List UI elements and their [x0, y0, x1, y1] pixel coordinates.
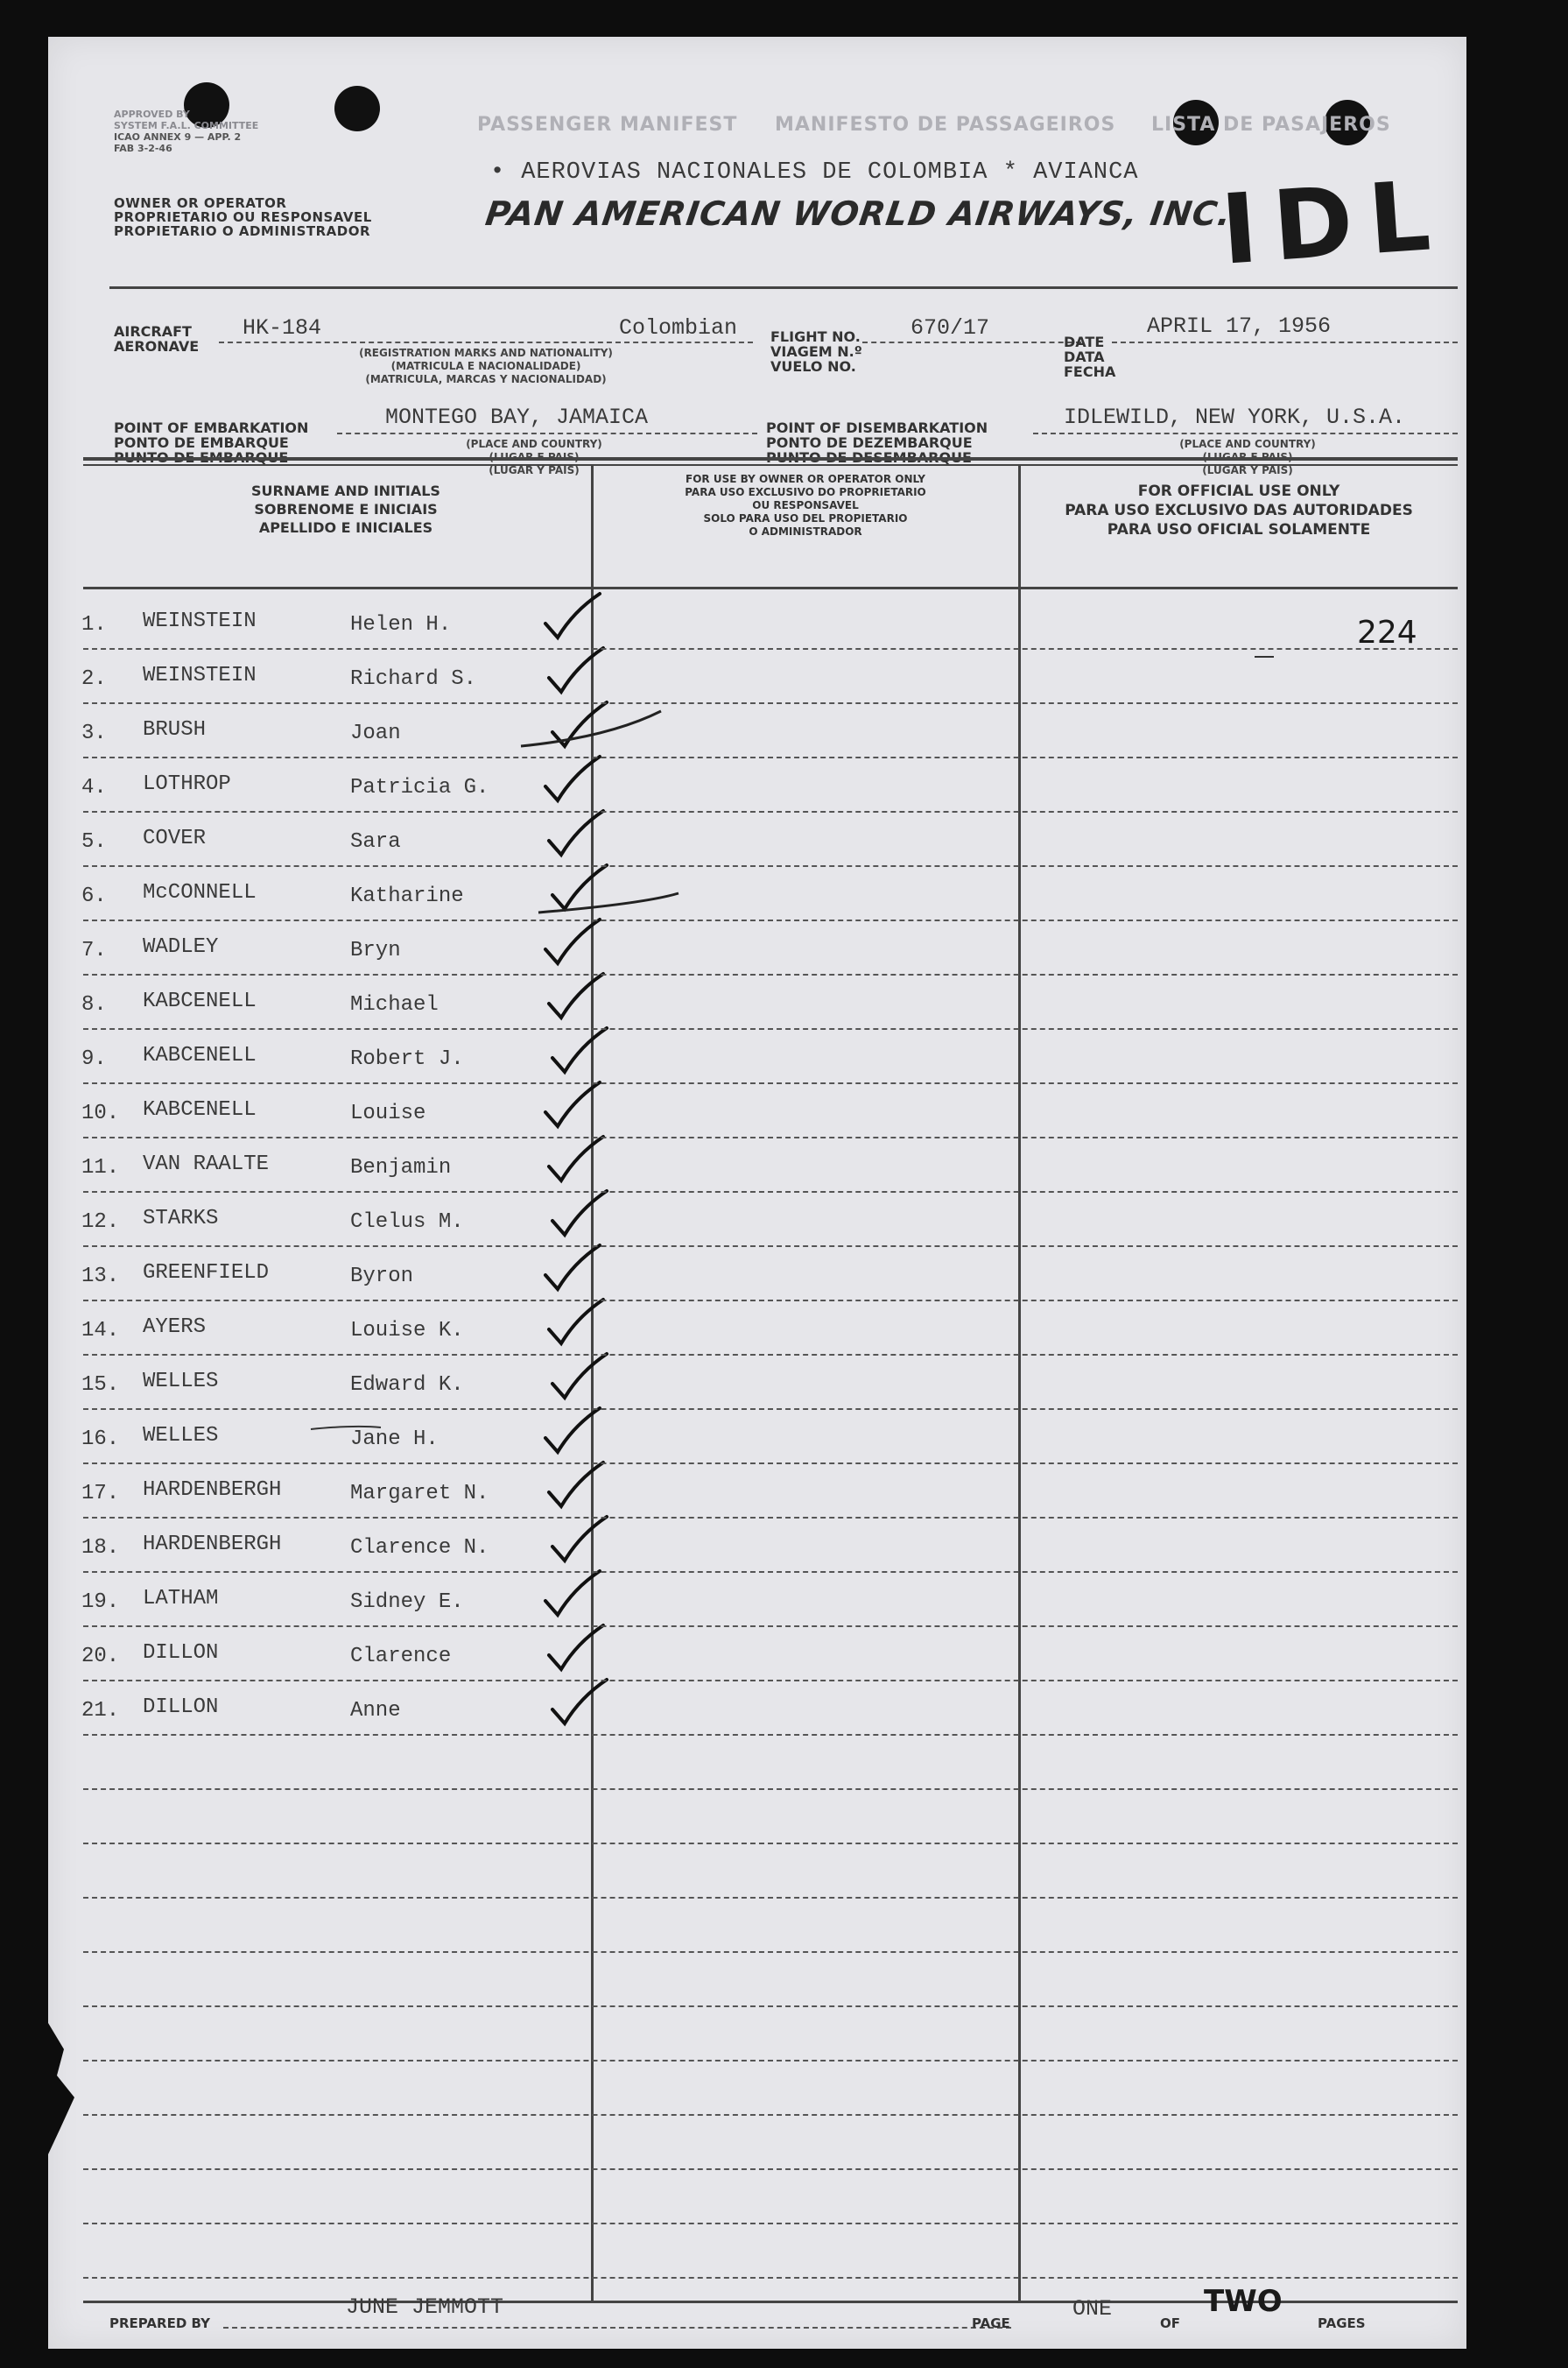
header-bottom-rule — [83, 587, 1458, 589]
row-number: 6. — [81, 884, 107, 908]
pages-label: PAGES — [1318, 2315, 1366, 2331]
manifest-sheet — [48, 37, 1466, 2349]
disembark-label-en: POINT OF DISEMBARKATION — [766, 419, 988, 436]
place-sub-pt: (LUGAR E PAIS) — [489, 451, 580, 463]
row-rule — [83, 648, 1458, 650]
check-stroke — [545, 757, 600, 800]
row-surname: WADLEY — [143, 935, 219, 959]
row-number: 14. — [81, 1319, 120, 1343]
punch-hole — [334, 86, 380, 131]
row-rule — [83, 1245, 1458, 1247]
surname-head-en: SURNAME AND INITIALS — [251, 483, 440, 499]
row-given-name: Clarence N. — [350, 1536, 489, 1560]
check-stroke — [545, 1571, 600, 1615]
prepared-value: JUNE JEMMOTT — [346, 2294, 504, 2320]
check-stroke — [545, 1408, 600, 1452]
owner-label-es: PROPIETARIO O ADMINISTRADOR — [114, 223, 371, 239]
row-surname: WEINSTEIN — [143, 610, 257, 633]
disembark-value: IDLEWILD, NEW YORK, U.S.A. — [1064, 405, 1406, 430]
disembark-label-pt: PONTO DE DEZEMBARQUE — [766, 434, 973, 451]
row-surname: HARDENBERGH — [143, 1478, 282, 1502]
header-divider — [109, 286, 1458, 289]
nationality-value: Colombian — [619, 315, 738, 341]
row-surname: VAN RAALTE — [143, 1152, 270, 1176]
row-rule — [83, 1191, 1458, 1193]
row-rule — [83, 2277, 1458, 2279]
row-number: 8. — [81, 993, 107, 1017]
flight-label-es: VUELO NO. — [770, 358, 856, 375]
table-top-rule — [83, 457, 1458, 461]
check-stroke — [549, 1462, 603, 1506]
column-header-surname — [118, 482, 573, 537]
flight-label-en: FLIGHT NO. — [770, 328, 861, 345]
check-stroke — [552, 1354, 607, 1398]
row-given-name: Patricia G. — [350, 776, 489, 800]
row-given-name: Edward K. — [350, 1373, 464, 1397]
row-rule — [83, 1300, 1458, 1301]
owner-head-es2: O ADMINISTRADOR — [749, 525, 862, 538]
operator-name: AEROVIAS NACIONALES DE COLOMBIA * AVIANCA — [521, 159, 1139, 186]
row-number: 1. — [81, 613, 107, 637]
place-sub-en: (PLACE AND COUNTRY) — [466, 438, 602, 450]
row-number: 21. — [81, 1699, 120, 1723]
check-stroke — [552, 702, 607, 746]
row-number: 3. — [81, 722, 107, 745]
aircraft-sub-en: (REGISTRATION MARKS AND NATIONALITY) — [359, 347, 613, 359]
row-given-name: Louise — [350, 1102, 426, 1125]
place-sub-en: (PLACE AND COUNTRY) — [1179, 438, 1316, 450]
row-given-name: Richard S. — [350, 667, 477, 691]
form-code-line: ICAO ANNEX 9 — APP. 2 — [114, 131, 242, 143]
row-surname: LOTHROP — [143, 772, 231, 796]
row-number: 19. — [81, 1590, 120, 1614]
row-number: 4. — [81, 776, 107, 800]
aircraft-label-en: AIRCRAFT — [114, 323, 192, 340]
row-number: 15. — [81, 1373, 120, 1397]
page-label: PAGE — [972, 2315, 1010, 2331]
row-rule — [83, 1734, 1458, 1736]
form-code — [114, 109, 258, 154]
faded-title-right: LISTA DE PASAJEROS — [1151, 114, 1391, 136]
row-rule — [83, 1897, 1458, 1899]
column-divider — [1018, 466, 1021, 2301]
row-surname: KABCENELL — [143, 1098, 257, 1122]
row-surname: McCONNELL — [143, 881, 257, 905]
check-stroke — [549, 811, 603, 855]
of-value: TWO — [1204, 2284, 1283, 2319]
check-stroke — [549, 1625, 603, 1669]
row-surname: KABCENELL — [143, 990, 257, 1013]
place-sub-es: (LUGAR Y PAIS) — [489, 464, 580, 476]
date-label — [1064, 335, 1115, 379]
aircraft-label — [114, 324, 199, 354]
row-number: 11. — [81, 1156, 120, 1180]
row-number: 2. — [81, 667, 107, 691]
row-surname: KABCENELL — [143, 1044, 257, 1068]
row-given-name: Helen H. — [350, 613, 452, 637]
row-rule — [83, 2005, 1458, 2007]
aircraft-value: HK-184 — [243, 315, 322, 341]
handwritten-code: IDL — [1217, 159, 1450, 286]
check-stroke — [552, 1680, 607, 1723]
row-number: 9. — [81, 1047, 107, 1071]
row-rule — [83, 1082, 1458, 1084]
check-stroke — [549, 974, 603, 1018]
row-rule — [83, 1408, 1458, 1410]
aircraft-sub-pt: (MATRICULA E NACIONALIDADE) — [390, 360, 581, 372]
place-sub-es: (LUGAR Y PAIS) — [1202, 464, 1293, 476]
row-given-name: Sara — [350, 830, 401, 854]
row-surname: WEINSTEIN — [143, 664, 257, 687]
owner-head-en: FOR USE BY OWNER OR OPERATOR ONLY — [686, 473, 925, 485]
row-rule — [83, 1788, 1458, 1790]
row-rule — [83, 1951, 1458, 1953]
check-stroke — [552, 1191, 607, 1235]
embark-label-pt: PONTO DE EMBARQUE — [114, 434, 289, 451]
owner-head-pt2: OU RESPONSAVEL — [752, 499, 859, 511]
row-rule — [83, 1462, 1458, 1464]
owner-label-pt: PROPRIETARIO OU RESPONSAVEL — [114, 209, 372, 225]
check-mark — [538, 585, 608, 646]
row-given-name: Jane H. — [350, 1427, 439, 1451]
row-rule — [83, 811, 1458, 813]
form-code-line: APPROVED BY — [114, 109, 190, 120]
embark-label-en: POINT OF EMBARKATION — [114, 419, 309, 436]
official-note: 224 — [1357, 615, 1417, 651]
faded-title-left: PASSENGER MANIFEST — [477, 114, 738, 136]
row-surname: BRUSH — [143, 718, 207, 742]
row-given-name: Sidney E. — [350, 1590, 464, 1614]
row-given-name: Robert J. — [350, 1047, 464, 1071]
row-rule — [83, 974, 1458, 976]
aircraft-label-pt: AERONAVE — [114, 338, 200, 355]
official-head-es: PARA USO OFICIAL SOLAMENTE — [1107, 521, 1371, 539]
row-number: 10. — [81, 1102, 120, 1125]
flight-label — [770, 329, 862, 374]
flight-value: 670/17 — [911, 315, 990, 341]
row-rule — [83, 1028, 1458, 1030]
date-label-pt: DATA — [1064, 349, 1105, 365]
aircraft-sub — [267, 347, 705, 386]
row-given-name: Katharine — [350, 884, 464, 908]
row-given-name: Clelus M. — [350, 1210, 464, 1234]
disembark-label-es: PUNTO DE DESEMBARQUE — [766, 449, 972, 466]
owner-head-es: SOLO PARA USO DEL PROPIETARIO — [703, 512, 908, 525]
prepared-underline — [223, 2327, 1011, 2329]
pen-strokes — [48, 37, 49, 38]
place-sub-pt: (LUGAR E PAIS) — [1202, 451, 1293, 463]
row-rule — [83, 2223, 1458, 2224]
official-head-en: FOR OFFICIAL USE ONLY — [1137, 483, 1340, 500]
row-surname: DILLON — [143, 1695, 219, 1719]
row-surname: STARKS — [143, 1207, 219, 1230]
row-rule — [83, 757, 1458, 758]
row-number: 12. — [81, 1210, 120, 1234]
row-number: 17. — [81, 1482, 120, 1505]
row-number: 13. — [81, 1265, 120, 1288]
row-surname: LATHAM — [143, 1587, 219, 1610]
row-rule — [83, 702, 1458, 704]
check-stroke — [549, 1137, 603, 1180]
surname-head-pt: SOBRENOME E INICIAIS — [254, 501, 438, 518]
check-stroke — [549, 648, 603, 692]
owner-label — [114, 196, 372, 238]
surname-head-es: APELLIDO E INICIALES — [258, 519, 433, 536]
operator-typed — [490, 159, 1139, 186]
row-rule — [83, 2114, 1458, 2116]
of-label: OF — [1160, 2315, 1180, 2331]
aircraft-underline — [219, 342, 753, 343]
owner-label-en: OWNER OR OPERATOR — [114, 195, 287, 211]
row-given-name: Clarence — [350, 1645, 452, 1668]
check-stroke — [552, 865, 607, 909]
row-number: 5. — [81, 830, 107, 854]
date-underline — [1112, 342, 1458, 343]
check-stroke — [549, 1300, 603, 1343]
bullet-dot: • — [490, 159, 506, 186]
row-rule — [83, 865, 1458, 867]
check-stroke — [552, 1028, 607, 1072]
torn-edge — [48, 2023, 118, 2154]
row-rule — [83, 920, 1458, 921]
row-rule — [83, 1137, 1458, 1138]
row-rule — [83, 2168, 1458, 2170]
embark-label-es: PUNTO DE EMBARQUE — [114, 449, 289, 466]
official-head-pt: PARA USO EXCLUSIVO DAS AUTORIDADES — [1065, 502, 1413, 519]
aircraft-sub-es: (MATRICULA, MARCAS Y NACIONALIDAD) — [365, 373, 607, 385]
row-rule — [83, 1625, 1458, 1627]
row-rule — [83, 1571, 1458, 1573]
row-number: 20. — [81, 1645, 120, 1668]
row-given-name: Louise K. — [350, 1319, 464, 1343]
column-header-owner — [600, 473, 1011, 539]
row-given-name: Margaret N. — [350, 1482, 489, 1505]
row-given-name: Byron — [350, 1265, 414, 1288]
row-surname: WELLES — [143, 1370, 219, 1393]
airline-stamp: PAN AMERICAN WORLD AIRWAYS, INC. — [482, 194, 1234, 233]
form-code-line: FAB 3-2-46 — [114, 143, 172, 154]
disembark-underline — [1033, 433, 1458, 434]
check-stroke — [545, 1082, 600, 1126]
check-stroke — [545, 594, 600, 638]
date-label-es: FECHA — [1064, 363, 1116, 380]
row-given-name: Joan — [350, 722, 401, 745]
row-rule — [83, 1680, 1458, 1681]
row-rule — [83, 1354, 1458, 1356]
flight-label-pt: VIAGEM N.º — [770, 343, 862, 360]
row-number: 7. — [81, 939, 107, 962]
prepared-label: PREPARED BY — [109, 2315, 210, 2331]
check-stroke — [545, 920, 600, 963]
date-label-en: DATE — [1064, 334, 1105, 350]
row-surname: WELLES — [143, 1424, 219, 1448]
row-given-name: Benjamin — [350, 1156, 452, 1180]
row-rule — [83, 2060, 1458, 2061]
owner-head-pt: PARA USO EXCLUSIVO DO PROPRIETARIO — [685, 486, 926, 498]
row-surname: GREENFIELD — [143, 1261, 270, 1285]
row-given-name: Bryn — [350, 939, 401, 962]
embark-value: MONTEGO BAY, JAMAICA — [385, 405, 649, 430]
column-header-official — [1029, 482, 1449, 539]
row-number: 16. — [81, 1427, 120, 1451]
row-given-name: Michael — [350, 993, 439, 1017]
row-rule — [83, 1843, 1458, 1844]
row-surname: AYERS — [143, 1315, 207, 1339]
row-given-name: Anne — [350, 1699, 401, 1723]
row-rule — [83, 1517, 1458, 1519]
table-top-rule — [83, 464, 1458, 466]
row-surname: DILLON — [143, 1641, 219, 1665]
faded-title-mid: MANIFESTO DE PASSAGEIROS — [775, 114, 1116, 136]
check-stroke — [545, 1245, 600, 1289]
row-surname: COVER — [143, 827, 207, 850]
page-value: ONE — [1072, 2296, 1113, 2322]
flight-underline — [862, 342, 1081, 343]
check-stroke — [552, 1517, 607, 1561]
date-value: APRIL 17, 1956 — [1147, 314, 1332, 339]
form-code-line: SYSTEM F.A.L. COMMITTEE — [114, 120, 259, 131]
embark-underline — [337, 433, 757, 434]
row-surname: HARDENBERGH — [143, 1533, 282, 1556]
row-number: 18. — [81, 1536, 120, 1560]
torn-edge-shape — [48, 2023, 74, 2154]
